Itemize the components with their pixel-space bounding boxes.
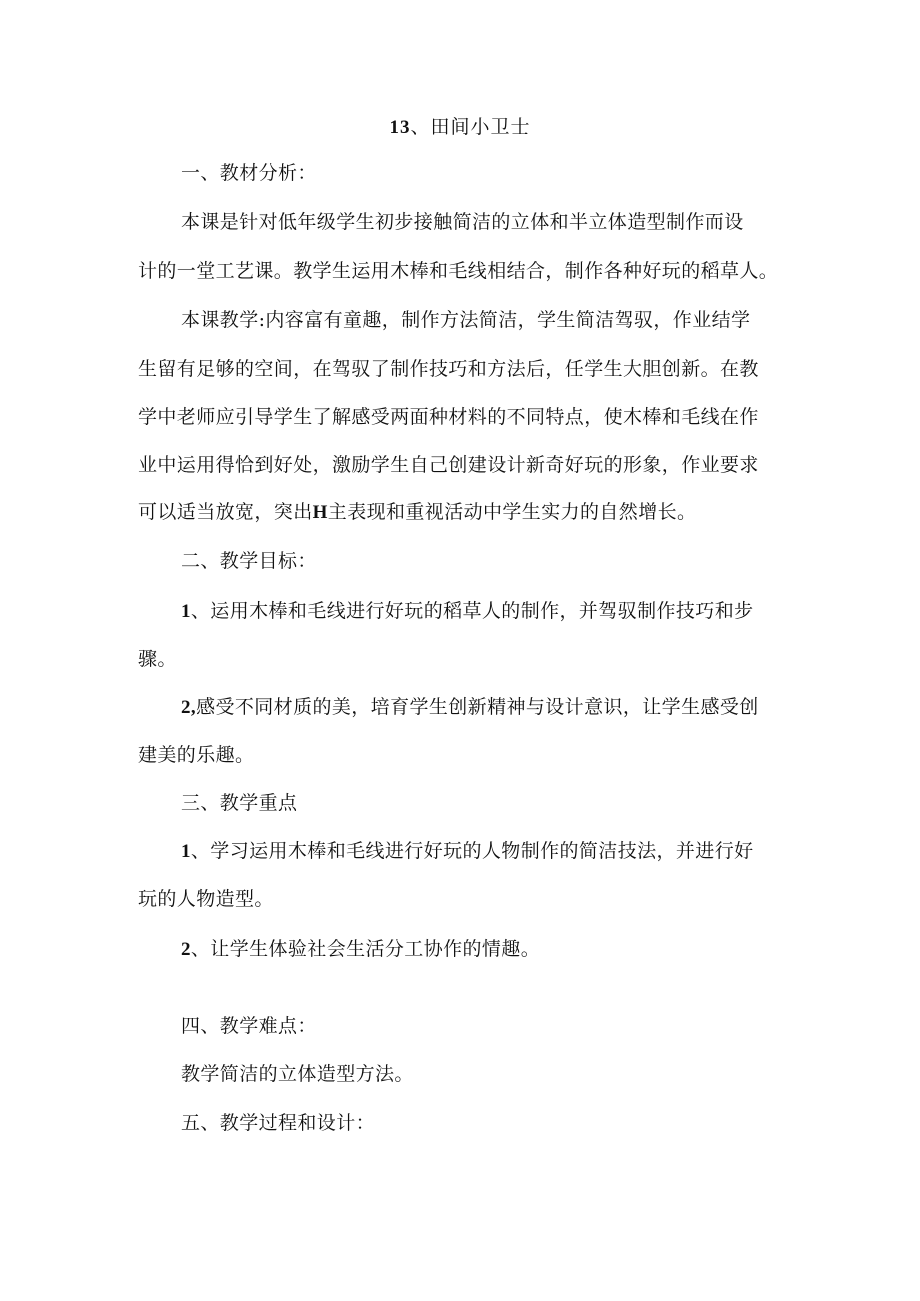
section-heading-4: 四、教学难点：	[181, 1015, 317, 1037]
item-number: 2,	[181, 697, 197, 718]
paragraph-line: 教学简洁的立体造型方法。	[181, 1063, 414, 1085]
paragraph-line: 本课是针对低年级学生初步接触简洁的立体和半立体造型制作而设	[181, 211, 744, 233]
list-item-line	[181, 692, 759, 719]
item-number: 1	[181, 601, 191, 622]
item-number: 2	[181, 939, 191, 960]
text-run: 、学习运用木棒和毛线进行好玩的人物制作的简洁技法，并进行好	[190, 840, 754, 862]
document-title	[0, 112, 920, 139]
paragraph-line: 计的一堂工艺课。教学生运用木棒和毛线相结合，制作各种好玩的稻草人。	[138, 260, 779, 282]
text-run: 主表现和重视活动中学生实力的自然增长。	[327, 501, 697, 523]
paragraph-line	[138, 497, 696, 524]
text-run-bold: H	[312, 502, 328, 523]
text-run: 、运用木棒和毛线进行好玩的稻草人的制作，并驾驭制作技巧和步	[190, 600, 754, 622]
text-run: 感受不同材质的美，培育学生创新精神与设计意识，让学生感受创	[196, 696, 759, 718]
list-item-line: 骤。	[138, 648, 177, 670]
section-heading-2: 二、教学目标：	[181, 550, 317, 572]
paragraph-line: 业中运用得恰到好处，激励学生自己创建设计新奇好玩的形象，作业要求	[138, 454, 759, 476]
list-item-line: 建美的乐趣。	[138, 744, 255, 766]
title-number: 13	[389, 117, 411, 138]
text-run: 可以适当放宽，突出	[138, 501, 313, 523]
section-heading-3: 三、教学重点	[181, 792, 298, 814]
list-item-line	[181, 934, 540, 961]
section-heading-5: 五、教学过程和设计：	[181, 1112, 376, 1134]
list-item-line: 玩的人物造型。	[138, 888, 274, 910]
section-heading-1: 一、教材分析：	[181, 162, 317, 184]
title-text: 、田间小卫士	[410, 116, 531, 138]
list-item-line	[181, 836, 754, 863]
paragraph-line: 学中老师应引导学生了解感受两面种材料的不同特点，使木棒和毛线在作	[138, 406, 759, 428]
paragraph-line: 生留有足够的空间，在驾驭了制作技巧和方法后，任学生大胆创新。在教	[138, 358, 759, 380]
paragraph-line: 本课教学:内容富有童趣，制作方法简洁，学生简洁驾驭，作业结学	[181, 309, 751, 331]
text-run: 、让学生体验社会生活分工协作的情趣。	[190, 938, 541, 960]
item-number: 1	[181, 841, 191, 862]
list-item-line	[181, 596, 754, 623]
